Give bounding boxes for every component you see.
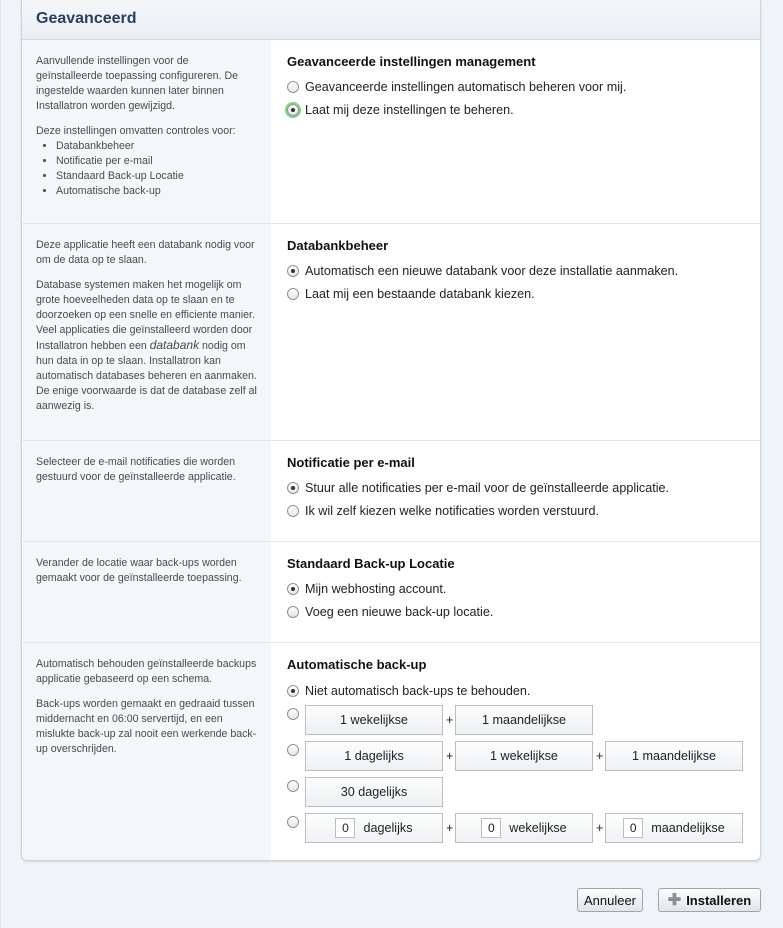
list-item: • Notificatie per e-mail [56,154,257,169]
section-email [22,440,760,542]
radio-option-no-auto-backup[interactable] [287,682,530,700]
radio-button[interactable] [287,104,299,116]
custom-daily-box [305,813,443,843]
schedule-weekly-box: 1 wekelijkse [455,741,593,771]
radio-label: Ik wil zelf kiezen welke notificaties worden verstuurd. [305,504,599,518]
cancel-button[interactable]: Annuleer [577,888,643,912]
radio-option-existing-database[interactable] [287,285,535,303]
desc-text: Automatisch behouden geïnstalleerde backups applicatie gebaseerd op een schema. [36,658,257,685]
section-title: Databankbeheer [287,238,389,253]
daily-count-input[interactable]: 0 [335,818,355,838]
desc-text-part: Database systemen maken het mogelijk om grote hoeveelheden data op te slaan en te doorzoeken op een snelle en efficiente manier. Veel applicaties die geïnstalleerd worden door Installatron hebben een [36,279,255,352]
radio-option-new-database[interactable] [287,262,678,280]
radio-option-self-manage[interactable] [287,101,514,119]
radio-option-choose-notifications[interactable] [287,502,599,520]
schedule-weekly-box: 1 wekelijkse [305,705,443,735]
backup-schedule-row-2[interactable] [287,741,747,773]
desc-text-part: nodig om hun data in op te slaan. Installatron kan automatisch databases beheren en aanmaken. De enige voorwaarde is dat de database zelf al aanwezig is. [36,340,257,412]
radio-label: Mijn webhosting account. [305,582,447,596]
radio-option-new-backup-location[interactable] [287,603,493,621]
radio-button[interactable] [287,816,299,828]
radio-option-webhosting-account[interactable] [287,580,446,598]
radio-label: Laat mij deze instellingen te beheren. [305,103,514,117]
radio-option-auto-manage[interactable] [287,78,626,96]
radio-button[interactable] [287,81,299,93]
list-item: • Automatische back-up [56,184,257,199]
section-description [22,542,271,643]
install-button-label: Installeren [686,892,752,908]
desc-text: Aanvullende instellingen voor de geïnstalleerde toepassing configureren. De ingestelde waarden kunnen later binnen Installatron worden gewijzigd. [36,55,239,112]
desc-text: Deze instellingen omvatten controles voor: [36,125,236,137]
radio-label: Geavanceerde instellingen automatisch beheren voor mij. [305,80,627,94]
section-backup-location [22,541,760,643]
radio-button[interactable] [287,744,299,756]
desc-list [42,139,257,199]
desc-text: Selecteer de e-mail notificaties die worden gestuurd voor de geïnstalleerde applicatie. [36,456,236,483]
radio-label: Stuur alle notificaties per e-mail voor de geïnstalleerde applicatie. [305,481,670,495]
radio-button[interactable] [287,708,299,720]
backup-schedule-row-3[interactable] [287,777,747,809]
radio-button[interactable] [287,265,299,277]
desc-text [36,278,257,414]
plus-sign: + [446,713,454,727]
desc-text: Deze applicatie heeft een databank nodig voor om de data op te slaan. [36,239,255,266]
radio-button[interactable] [287,606,299,618]
radio-label: Laat mij een bestaande databank kiezen. [305,287,535,301]
radio-button[interactable] [287,288,299,300]
radio-option-all-notifications[interactable] [287,479,669,497]
plus-icon: ✚ [667,892,682,909]
radio-label: Automatisch een nieuwe databank voor deze installatie aanmaken. [305,264,679,278]
weekly-label: wekelijkse [509,821,567,835]
section-title: Geavanceerde instellingen management [287,54,536,69]
section-title: Notificatie per e-mail [287,455,415,470]
plus-sign: + [446,821,454,835]
section-description [22,643,271,861]
radio-button[interactable] [287,482,299,494]
radio-label: Niet automatisch back-ups te behouden. [305,684,531,698]
monthly-count-input[interactable]: 0 [623,818,643,838]
section-title: Automatische back-up [287,657,427,672]
radio-button[interactable] [287,685,299,697]
schedule-30-daily-box: 30 dagelijks [305,777,443,807]
backup-schedule-row-1[interactable] [287,705,747,737]
desc-text: Verander de locatie waar back-ups worden gemaakt voor de geïnstalleerde toepassing. [36,557,242,584]
monthly-label: maandelijkse [651,821,725,835]
desc-text: Back-ups worden gemaakt en gedraaid tussen middernacht en 06:00 servertijd, en een mislukte back-up zal nooit een werkende back-up overschrijden. [36,698,257,755]
desc-emphasis: databank [149,338,200,352]
section-auto-backup [22,642,760,861]
schedule-monthly-box: 1 maandelijkse [605,741,743,771]
panel-title: Geavanceerd [36,10,137,27]
section-description [22,224,271,441]
section-description [22,40,271,223]
advanced-panel [21,0,761,861]
backup-schedule-custom[interactable] [287,813,747,845]
section-description [22,441,271,542]
schedule-monthly-box: 1 maandelijkse [455,705,593,735]
section-database [22,223,760,441]
schedule-daily-box: 1 dagelijks [305,741,443,771]
radio-label: Voeg een nieuwe back-up locatie. [305,605,494,619]
plus-sign: + [596,749,604,763]
custom-weekly-box [455,813,593,843]
daily-label: dagelijks [363,821,413,835]
list-item: • Standaard Back-up Locatie [56,169,257,184]
radio-button[interactable] [287,505,299,517]
weekly-count-input[interactable]: 0 [481,818,501,838]
section-title: Standaard Back-up Locatie [287,556,455,571]
list-item: • Databankbeheer [56,139,257,154]
page-border [0,0,1,928]
panel-header [22,0,760,40]
plus-sign: + [446,749,454,763]
section-advanced [22,40,760,223]
plus-sign: + [596,821,604,835]
radio-button[interactable] [287,780,299,792]
custom-monthly-box [605,813,743,843]
radio-button[interactable] [287,583,299,595]
install-button[interactable] [658,888,761,912]
